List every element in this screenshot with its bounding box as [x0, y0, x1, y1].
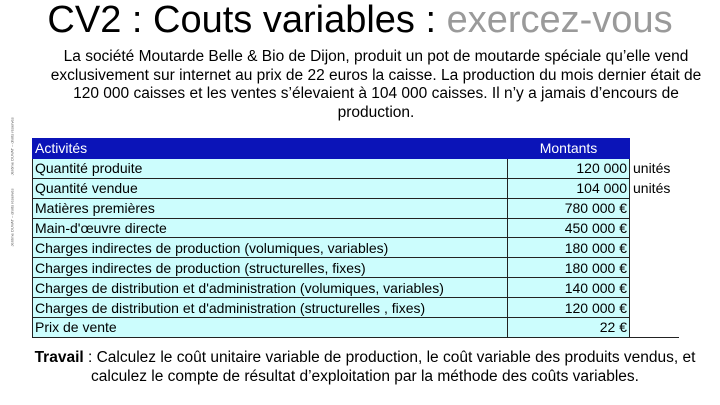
row-unit: [630, 218, 680, 238]
work-label: Travail: [34, 349, 84, 366]
row-label: Quantité produite: [33, 158, 508, 178]
row-label: Main-d'œuvre directe: [33, 218, 508, 238]
header-unit-spacer: [630, 139, 680, 159]
row-label: Charges de distribution et d'administration (structurelles , fixes): [33, 298, 508, 318]
header-activity: Activités: [33, 139, 508, 159]
row-unit: [630, 198, 680, 218]
row-value: 22 €: [508, 318, 630, 338]
table-row: [33, 158, 680, 178]
table-row: [33, 278, 680, 298]
row-value: 780 000 €: [508, 198, 630, 218]
table-row: [33, 198, 680, 218]
row-unit: [630, 318, 680, 338]
row-value: 120 000 €: [508, 298, 630, 318]
row-value: 120 000: [508, 158, 630, 178]
work-text: : Calculez le coût unitaire variable de production, le coût variable des produits vendus, et calculez le compte de résultat d’exploitation par la méthode des coûts variables.: [83, 349, 696, 385]
row-label: Prix de vente: [33, 318, 508, 338]
table-row: [33, 218, 680, 238]
table-row: [33, 298, 680, 318]
table-row: [33, 178, 680, 198]
table-row: [33, 238, 680, 258]
work-instructions: [20, 348, 710, 386]
copyright-note: [10, 113, 15, 253]
row-label: Charges indirectes de production (structurelles, fixes): [33, 258, 508, 278]
row-value: 104 000: [508, 178, 630, 198]
row-unit: unités: [630, 158, 680, 178]
row-unit: unités: [630, 178, 680, 198]
row-label: Quantité vendue: [33, 178, 508, 198]
slide-title: [0, 0, 720, 42]
row-value: 140 000 €: [508, 278, 630, 298]
title-main: CV2 : Couts variables :: [47, 0, 447, 41]
row-value: 450 000 €: [508, 218, 630, 238]
table-row: [33, 258, 680, 278]
intro-paragraph: La société Moutarde Belle & Bio de Dijon, produit un pot de moutarde spéciale qu’elle vend exclusivement sur internet au prix de 22 euros la caisse. La production du mois dernier était de 120 000 caisses et les ventes s’élevaient à 104 000 caisses. Il n’y a jamais d’encours de production.: [50, 48, 702, 121]
row-value: 180 000 €: [508, 238, 630, 258]
row-label: Matières premières: [33, 198, 508, 218]
row-unit: [630, 238, 680, 258]
copyright-text-1: Jérôme DUVAT – droits réservés: [9, 188, 15, 247]
row-value: 180 000 €: [508, 258, 630, 278]
title-sub: exercez-vous: [446, 0, 673, 41]
table-header-row: [33, 139, 680, 159]
row-unit: [630, 258, 680, 278]
header-amount: Montants: [508, 139, 630, 159]
row-unit: [630, 278, 680, 298]
copyright-text-2: Jérôme DUVAT – droits réservés: [9, 117, 15, 176]
data-table: [32, 138, 679, 338]
row-unit: [630, 298, 680, 318]
row-label: Charges de distribution et d'administration (volumiques, variables): [33, 278, 508, 298]
row-label: Charges indirectes de production (volumiques, variables): [33, 238, 508, 258]
table-row: [33, 318, 680, 338]
